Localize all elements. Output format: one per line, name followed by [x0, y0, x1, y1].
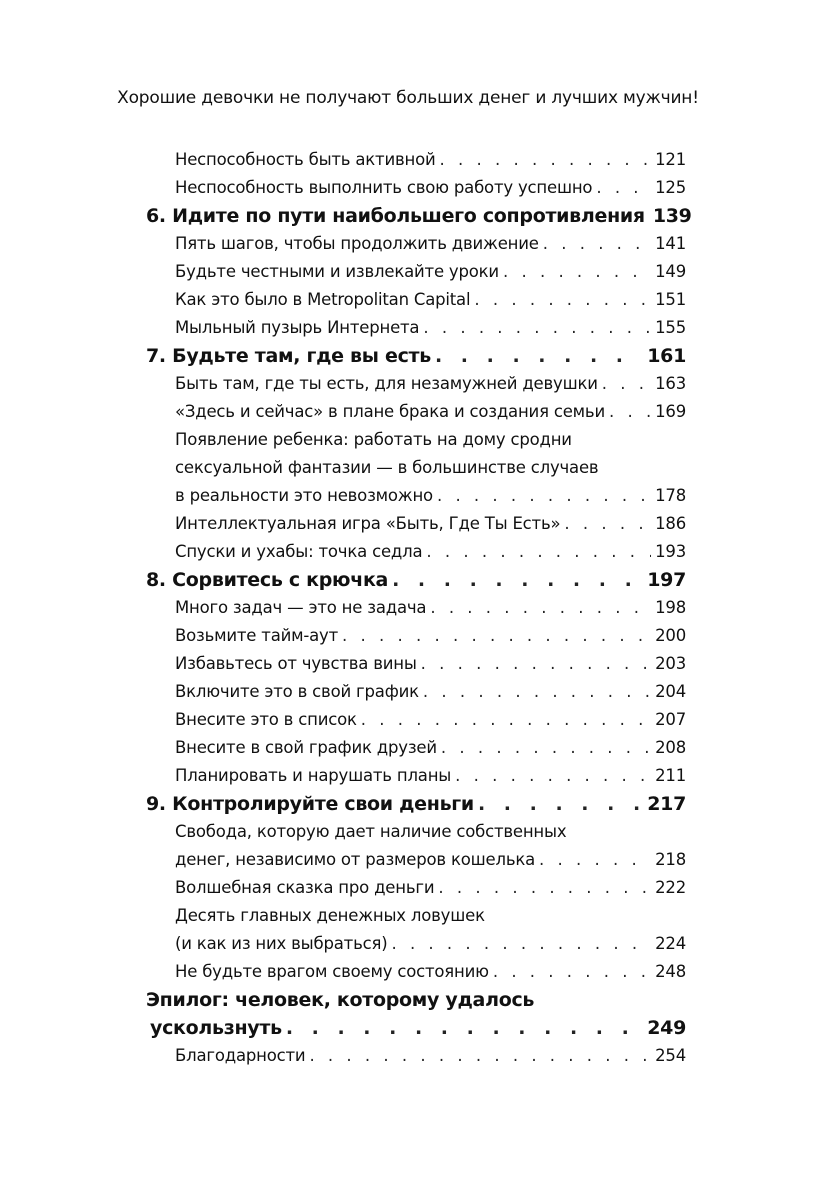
toc-page-number: 141	[655, 234, 686, 253]
toc-title: Внесите в свой график друзей	[175, 738, 437, 757]
dot-leader	[286, 1014, 643, 1042]
toc-page-number: 186	[655, 514, 686, 533]
toc-page-number: 125	[655, 178, 686, 197]
toc-row	[146, 538, 686, 566]
toc-entry	[146, 174, 686, 202]
toc-title: 8. Сорвитесь с крючка	[146, 569, 389, 591]
toc-title: Пять шагов, чтобы продолжить движение	[175, 234, 539, 253]
toc-row	[146, 1042, 686, 1070]
toc-title: (и как из них выбраться)	[175, 934, 388, 953]
toc-row	[146, 762, 686, 790]
toc-page-number: 121	[655, 150, 686, 169]
toc-page-number: 178	[655, 486, 686, 505]
dot-leader	[421, 650, 651, 678]
dot-leader	[440, 146, 652, 174]
toc-entry	[146, 146, 686, 174]
toc-page-number: 151	[655, 290, 686, 309]
toc-title: Волшебная сказка про деньги	[175, 878, 435, 897]
toc-entry	[146, 762, 686, 790]
toc-row	[146, 286, 686, 314]
dot-leader	[392, 566, 643, 594]
toc-entry	[146, 426, 686, 510]
toc-entry	[146, 1042, 686, 1070]
dot-leader	[438, 874, 651, 902]
toc-entry	[146, 538, 686, 566]
dot-leader	[391, 930, 651, 958]
toc-entry	[146, 370, 686, 398]
toc-page-number: 155	[655, 318, 686, 337]
toc-page-number: 211	[655, 766, 686, 785]
toc-row	[146, 734, 686, 762]
toc-title: Неспособность быть активной	[175, 150, 436, 169]
toc-entry	[146, 510, 686, 538]
dot-leader	[309, 1042, 651, 1070]
toc-entry	[146, 818, 686, 874]
toc-row	[146, 622, 686, 650]
toc-page-number: 149	[655, 262, 686, 281]
toc-row	[146, 146, 686, 174]
dot-leader	[503, 258, 651, 286]
toc-entry	[146, 230, 686, 258]
toc-row	[146, 202, 692, 230]
toc-entry	[146, 902, 686, 958]
toc-entry	[146, 594, 686, 622]
toc-row	[146, 1014, 686, 1042]
toc-title: Не будьте врагом своему состоянию	[175, 962, 489, 981]
dot-leader	[493, 958, 651, 986]
toc-row	[146, 510, 686, 538]
toc-page-number: 198	[655, 598, 686, 617]
toc-title: 6. Идите по пути наибольшего сопротивления	[146, 205, 645, 227]
dot-leader	[342, 622, 651, 650]
toc-entry	[146, 314, 686, 342]
dot-leader	[437, 482, 651, 510]
dot-leader	[478, 790, 643, 818]
toc-entry	[146, 706, 686, 734]
toc-title: Спуски и ухабы: точка седла	[175, 542, 423, 561]
toc-chapter	[146, 202, 692, 230]
toc-entry	[146, 650, 686, 678]
toc-title: Интеллектуальная игра «Быть, Где Ты Есть»	[175, 514, 561, 533]
toc-title: Быть там, где ты есть, для незамужней девушки	[175, 374, 598, 393]
toc-row	[146, 706, 686, 734]
toc-title: в реальности это невозможно	[175, 486, 433, 505]
toc-title: 9. Контролируйте свои деньги	[146, 793, 474, 815]
toc-row	[146, 930, 686, 958]
dot-leader	[474, 286, 651, 314]
toc-title-line: Десять главных денежных ловушек	[175, 906, 485, 925]
toc-chapter	[146, 566, 686, 594]
dot-leader	[564, 510, 651, 538]
dot-leader	[423, 314, 651, 342]
dot-leader	[361, 706, 651, 734]
toc-page-number: 193	[655, 542, 686, 561]
toc-entry	[146, 874, 686, 902]
dot-leader	[543, 230, 651, 258]
toc-row	[146, 482, 686, 510]
toc-row	[146, 258, 686, 286]
toc-page-number: 224	[655, 934, 686, 953]
toc-page-number: 208	[655, 738, 686, 757]
table-of-contents	[146, 146, 692, 1070]
toc-title: 7. Будьте там, где вы есть	[146, 345, 431, 367]
toc-page-number: 163	[655, 374, 686, 393]
toc-page-number: 217	[647, 793, 686, 815]
dot-leader	[455, 762, 651, 790]
toc-entry	[146, 622, 686, 650]
toc-entry	[146, 258, 686, 286]
toc-row	[146, 174, 686, 202]
toc-page-number: 161	[647, 345, 686, 367]
toc-title-line: Появление ребенка: работать на дому сродни	[175, 430, 572, 449]
toc-row	[146, 790, 686, 818]
toc-row	[146, 398, 686, 426]
toc-row	[146, 594, 686, 622]
toc-page-number: 249	[647, 1017, 686, 1039]
toc-row	[146, 650, 686, 678]
toc-page-number: 169	[655, 402, 686, 421]
toc-title: «Здесь и сейчас» в плане брака и создания семьи	[175, 402, 605, 421]
toc-title-line: Свобода, которую дает наличие собственных	[175, 822, 567, 841]
dot-leader	[596, 174, 651, 202]
toc-page-number: 207	[655, 710, 686, 729]
toc-title: Много задач — это не задача	[175, 598, 427, 617]
toc-title: денег, независимо от размеров кошелька	[175, 850, 536, 869]
toc-title: Избавьтесь от чувства вины	[175, 654, 417, 673]
toc-title: ускользнуть	[150, 1017, 282, 1039]
toc-title: Благодарности	[175, 1046, 306, 1065]
toc-title: Внесите это в список	[175, 710, 357, 729]
toc-row	[146, 370, 686, 398]
toc-title: Включите это в свой график	[175, 682, 419, 701]
toc-page-number: 200	[655, 626, 686, 645]
toc-page-number: 254	[655, 1046, 686, 1065]
toc-page-number: 197	[647, 569, 686, 591]
toc-row	[146, 874, 686, 902]
dot-leader	[602, 370, 651, 398]
toc-entry	[146, 286, 686, 314]
toc-row	[146, 566, 686, 594]
toc-entry	[146, 398, 686, 426]
toc-row	[146, 846, 686, 874]
toc-page-number: 204	[655, 682, 686, 701]
toc-page-number: 248	[655, 962, 686, 981]
dot-leader	[426, 538, 651, 566]
dot-leader	[441, 734, 651, 762]
dot-leader	[539, 846, 651, 874]
toc-title: Планировать и нарушать планы	[175, 766, 452, 785]
toc-title: Неспособность выполнить свою работу успешно	[175, 178, 593, 197]
toc-title-line: Эпилог: человек, которому удалось	[146, 989, 535, 1011]
toc-title: Будьте честными и извлекайте уроки	[175, 262, 499, 281]
dot-leader	[609, 398, 651, 426]
toc-row	[146, 342, 686, 370]
toc-row	[146, 314, 686, 342]
dot-leader	[435, 342, 643, 370]
toc-title: Как это было в Metropolitan Capital	[175, 290, 471, 309]
toc-page-number: 203	[655, 654, 686, 673]
toc-page-number: 222	[655, 878, 686, 897]
toc-title: Возьмите тайм-аут	[175, 626, 339, 645]
toc-page-number: 218	[655, 850, 686, 869]
toc-row	[146, 958, 686, 986]
toc-row	[146, 678, 686, 706]
toc-entry	[146, 734, 686, 762]
toc-page-number: 139	[652, 205, 692, 227]
toc-entry	[146, 958, 686, 986]
toc-chapter	[146, 790, 686, 818]
running-head: Хорошие девочки не получают больших денег и лучших мужчин!	[117, 88, 699, 108]
toc-chapter	[146, 342, 686, 370]
dot-leader	[423, 678, 651, 706]
toc-entry	[146, 678, 686, 706]
toc-row	[146, 230, 686, 258]
toc-title-line: сексуальной фантазии — в большинстве случаев	[175, 458, 599, 477]
dot-leader	[430, 594, 651, 622]
toc-chapter	[146, 986, 686, 1042]
toc-title: Мыльный пузырь Интернета	[175, 318, 420, 337]
